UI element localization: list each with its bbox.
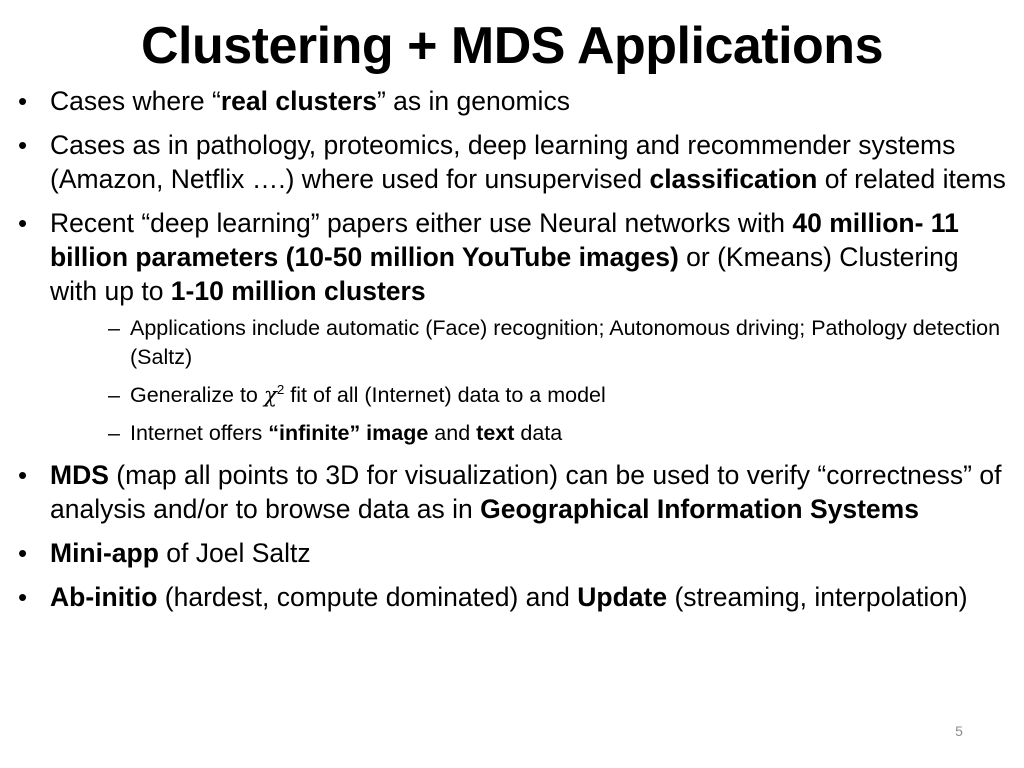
- bullet-list: [14, 84, 1009, 624]
- sub-bullet-item: [50, 419, 1009, 448]
- sub-bullet-text: [130, 383, 606, 407]
- sub-bullet-text: [130, 316, 1000, 369]
- bold-text: 1-10 million clusters: [170, 276, 426, 306]
- text-run: ” as in genomics: [377, 86, 570, 116]
- bullet-text: [50, 582, 968, 612]
- bullet-item: [14, 128, 1009, 196]
- bullet-item: [14, 458, 1009, 526]
- text-run: (streaming, interpolation): [667, 582, 968, 612]
- page-number: 5: [955, 723, 963, 739]
- bullet-marker: •: [18, 208, 28, 238]
- text-run: Cases where “: [50, 86, 221, 116]
- text-run: Recent “deep learning” papers either use Neural networks with: [50, 208, 793, 238]
- sub-bullet-marker: –: [108, 383, 120, 407]
- bullet-marker: •: [18, 130, 28, 160]
- text-run: Internet offers: [130, 421, 269, 445]
- bullet-text: [50, 208, 959, 306]
- text-run: of related items: [817, 164, 1006, 194]
- text-run: of Joel Saltz: [158, 538, 311, 568]
- superscript: 2: [276, 382, 285, 398]
- bullet-marker: •: [18, 460, 28, 490]
- bold-text: MDS: [50, 460, 109, 490]
- bullet-text: [50, 130, 1006, 194]
- bold-text: 40 million- 11 billion parameters (10-50 million YouTube images): [50, 208, 959, 272]
- bullet-marker: •: [18, 582, 28, 612]
- bold-text: Update: [577, 582, 668, 612]
- bold-text: Geographical Information Systems: [480, 494, 919, 524]
- sub-bullet-text: [130, 421, 562, 445]
- bullet-marker: •: [18, 86, 28, 116]
- bullet-item: [14, 536, 1009, 570]
- text-run: (map all points to 3D for visualization) can be used to verify “correctness” of analysis and/or to browse data as in: [50, 460, 1002, 524]
- sub-bullet-list: [50, 314, 1009, 448]
- chi-symbol: χ: [263, 383, 277, 408]
- text-run: Cases as in pathology, proteomics, deep learning and recommender systems (Amazon, Netflix ….) where used for unsupervised: [50, 130, 956, 194]
- sub-bullet-item: [50, 381, 1009, 410]
- text-run: fit of all (Internet) data to a model: [284, 383, 606, 407]
- bullet-text: [50, 86, 570, 116]
- sub-bullet-marker: –: [108, 316, 120, 340]
- text-run: (hardest, compute dominated) and: [157, 582, 578, 612]
- text-run: Applications include automatic (Face) recognition; Autonomous driving; Pathology detection (Saltz): [130, 316, 1001, 369]
- bold-text: “infinite” image: [268, 421, 429, 445]
- bullet-item: [14, 580, 1009, 614]
- text-run: and: [428, 421, 477, 445]
- sub-bullet-marker: –: [108, 421, 120, 445]
- bold-text: real clusters: [220, 86, 377, 116]
- bullet-marker: •: [18, 538, 28, 568]
- text-run: Generalize to: [130, 383, 264, 407]
- slide-title: Clustering + MDS Applications: [141, 17, 883, 75]
- bold-text: text: [476, 421, 515, 445]
- sub-bullet-item: [50, 314, 1009, 372]
- bullet-text: [50, 538, 311, 568]
- text-run: or (Kmeans) Clustering with up to: [50, 242, 959, 306]
- bold-text: Mini-app: [50, 538, 159, 568]
- bullet-item: [14, 84, 1009, 118]
- bullet-text: [50, 460, 1001, 524]
- bullet-item: [14, 206, 1009, 448]
- bold-text: Ab-initio: [50, 582, 158, 612]
- bold-text: classification: [649, 164, 818, 194]
- text-run: data: [514, 421, 563, 445]
